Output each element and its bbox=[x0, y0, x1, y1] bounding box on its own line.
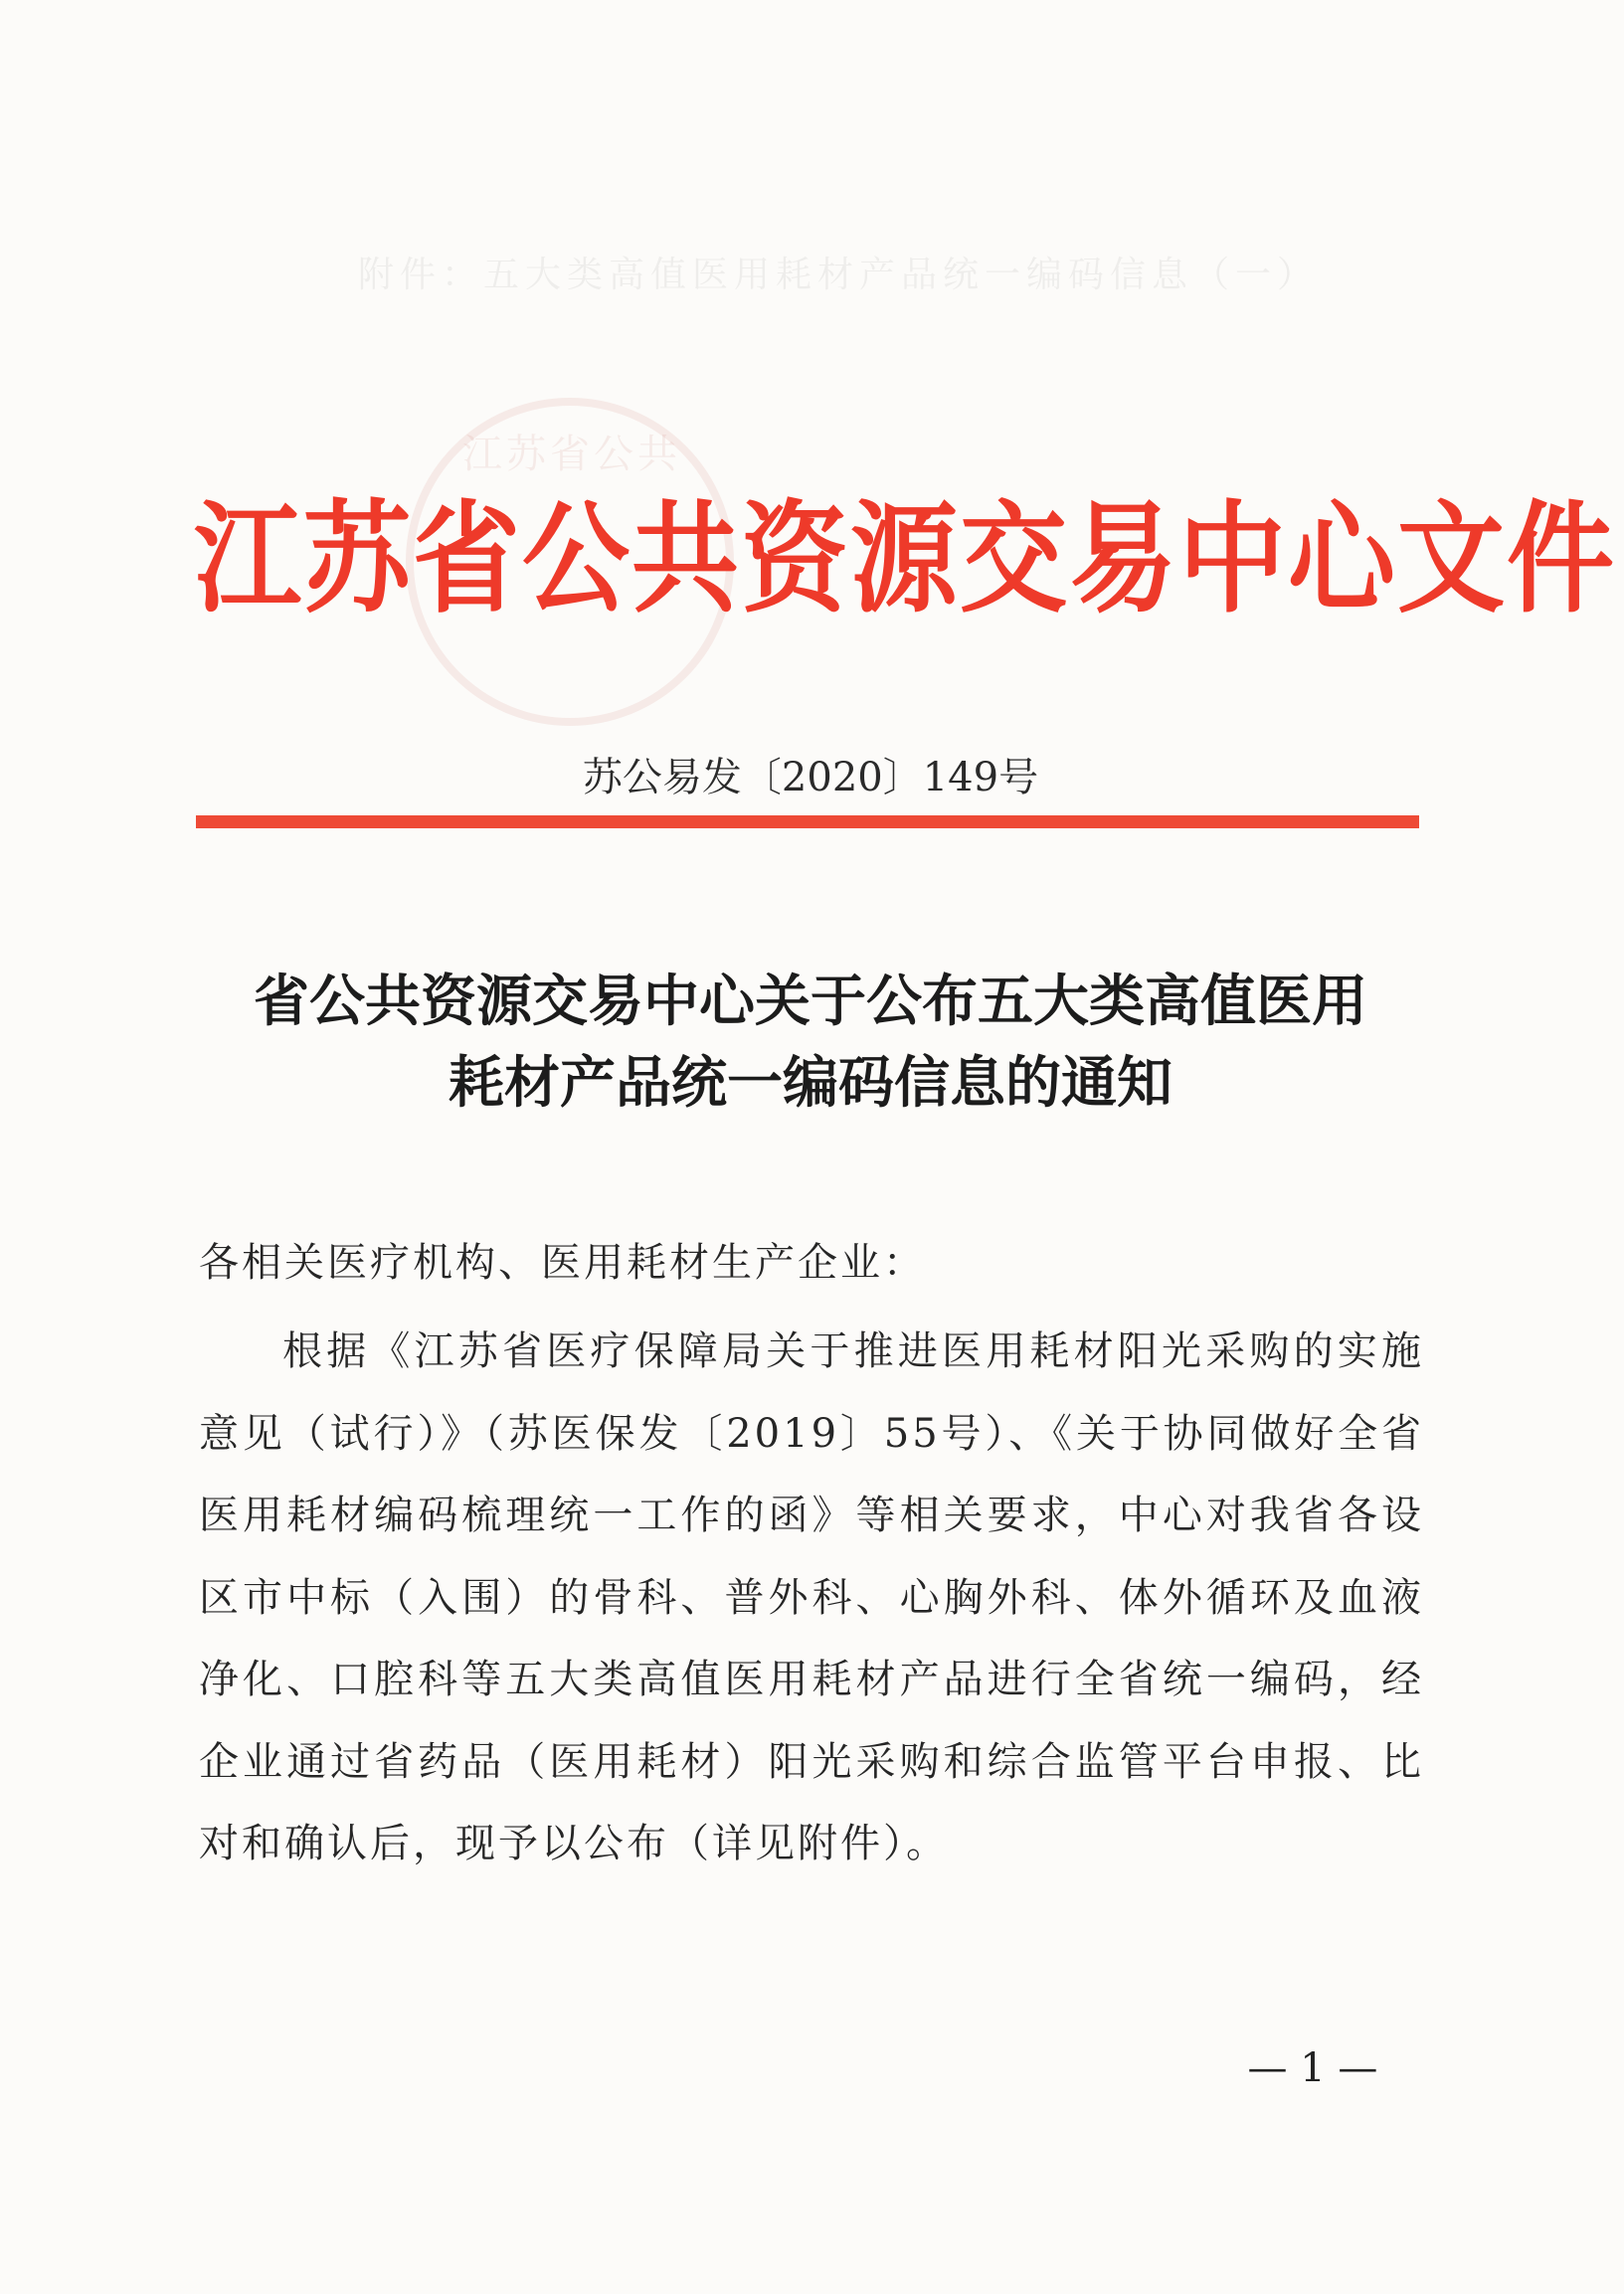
notice-title-line-2: 耗材产品统一编码信息的通知 bbox=[449, 1050, 1173, 1116]
notice-title bbox=[179, 961, 1442, 1124]
red-divider-rule bbox=[196, 815, 1419, 828]
document-masthead: 江苏省公共资源交易中心文件 bbox=[194, 489, 1617, 630]
page-number: — 1 — bbox=[1247, 2045, 1378, 2091]
show-through-text: 附件：五大类高值医用耗材产品统一编码信息（一） bbox=[358, 255, 1320, 295]
document-number: 苏公易发〔2020〕149号 bbox=[582, 755, 1039, 800]
notice-title-line-1: 省公共资源交易中心关于公布五大类高值医用 bbox=[254, 969, 1367, 1034]
faint-seal-lettering: 江苏省公共 bbox=[462, 432, 681, 477]
salutation: 各相关医疗机构、医用耗材生产企业： bbox=[199, 1240, 926, 1286]
body-paragraph: 根据《江苏省医疗保障局关于推进医用耗材阳光采购的实施意见（试行）》（苏医保发〔2019〕55号）、《关于协同做好全省医用耗材编码梳理统一工作的函》等相关要求，中心对我省各设区市中标（入围）的骨科、普外科、心胸外科、体外循环及血液净化、口腔科等五大类高值医用耗材产品进行全省统一编码，经企业通过省药品（医用耗材）阳光采购和综合监管平台申报、比对和确认后，现予以公布（详见附件）。 bbox=[199, 1328, 1424, 1866]
